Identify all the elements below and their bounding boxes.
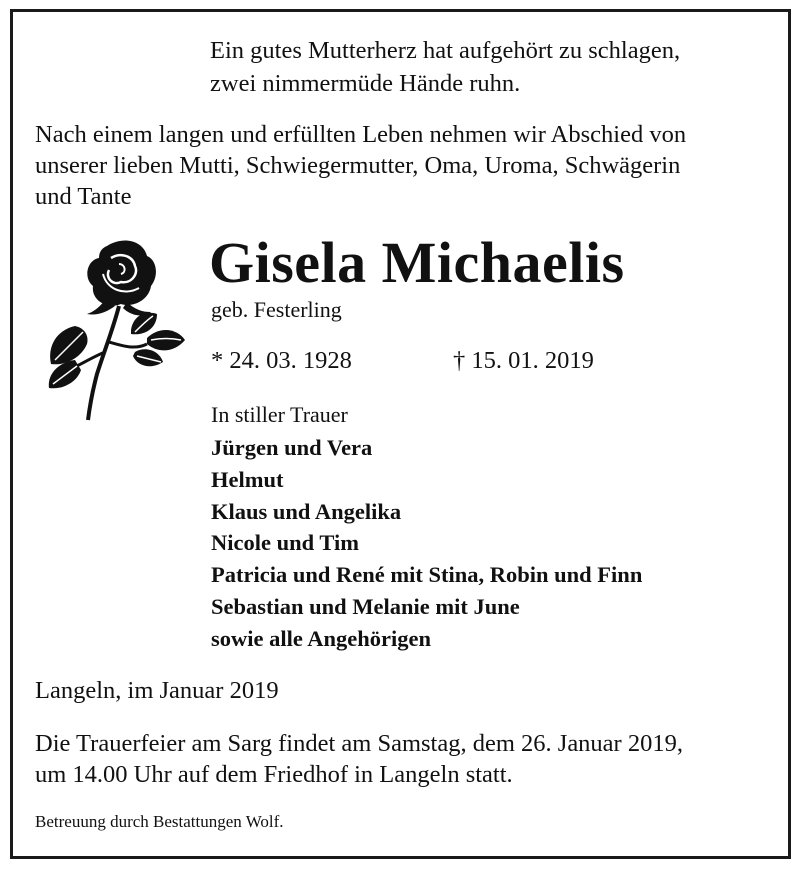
death-date: † 15. 01. 2019 <box>453 347 594 374</box>
service-line: um 14.00 Uhr auf dem Friedhof in Langeln statt. <box>35 761 513 788</box>
obituary-notice <box>10 9 791 859</box>
mourner-entry: Klaus und Angelika <box>211 498 402 524</box>
rose-icon <box>35 234 185 424</box>
rose-icon-graphic <box>35 234 185 424</box>
intro-line: unserer lieben Mutti, Schwiegermutter, Oma, Uroma, Schwägerin <box>35 152 681 179</box>
verse-line: Ein gutes Mutterherz hat aufgehört zu schlagen, <box>210 37 681 64</box>
deceased-name: Gisela Michaelis <box>209 230 625 295</box>
mourner-entry: Sebastian und Melanie mit June <box>211 593 520 619</box>
intro-line: Nach einem langen und erfüllten Leben nehmen wir Abschied von <box>35 121 687 148</box>
intro-line: und Tante <box>35 183 132 210</box>
funeral-service-info <box>35 728 780 790</box>
mourner-entry: sowie alle Angehörigen <box>211 625 431 651</box>
verse-line: zwei nimmermüde Hände ruhn. <box>210 70 521 97</box>
mourner-entry: Jürgen und Vera <box>211 435 373 460</box>
mourner-entry: Patricia und René mit Stina, Robin und Finn <box>211 562 643 588</box>
maiden-name: geb. Festerling <box>211 297 342 322</box>
mourner-entry: Nicole und Tim <box>211 530 359 556</box>
mourners-list <box>211 432 642 655</box>
place-and-date: Langeln, im Januar 2019 <box>35 677 279 704</box>
mourner-entry: Helmut <box>211 466 284 492</box>
mourning-label: In stiller Trauer <box>211 402 348 427</box>
undertaker-credit: Betreuung durch Bestattungen Wolf. <box>35 812 284 831</box>
birth-date: * 24. 03. 1928 <box>211 347 352 374</box>
opening-verse <box>210 34 680 100</box>
intro-text <box>35 119 780 212</box>
service-line: Die Trauerfeier am Sarg findet am Samstag, dem 26. Januar 2019, <box>35 730 683 757</box>
